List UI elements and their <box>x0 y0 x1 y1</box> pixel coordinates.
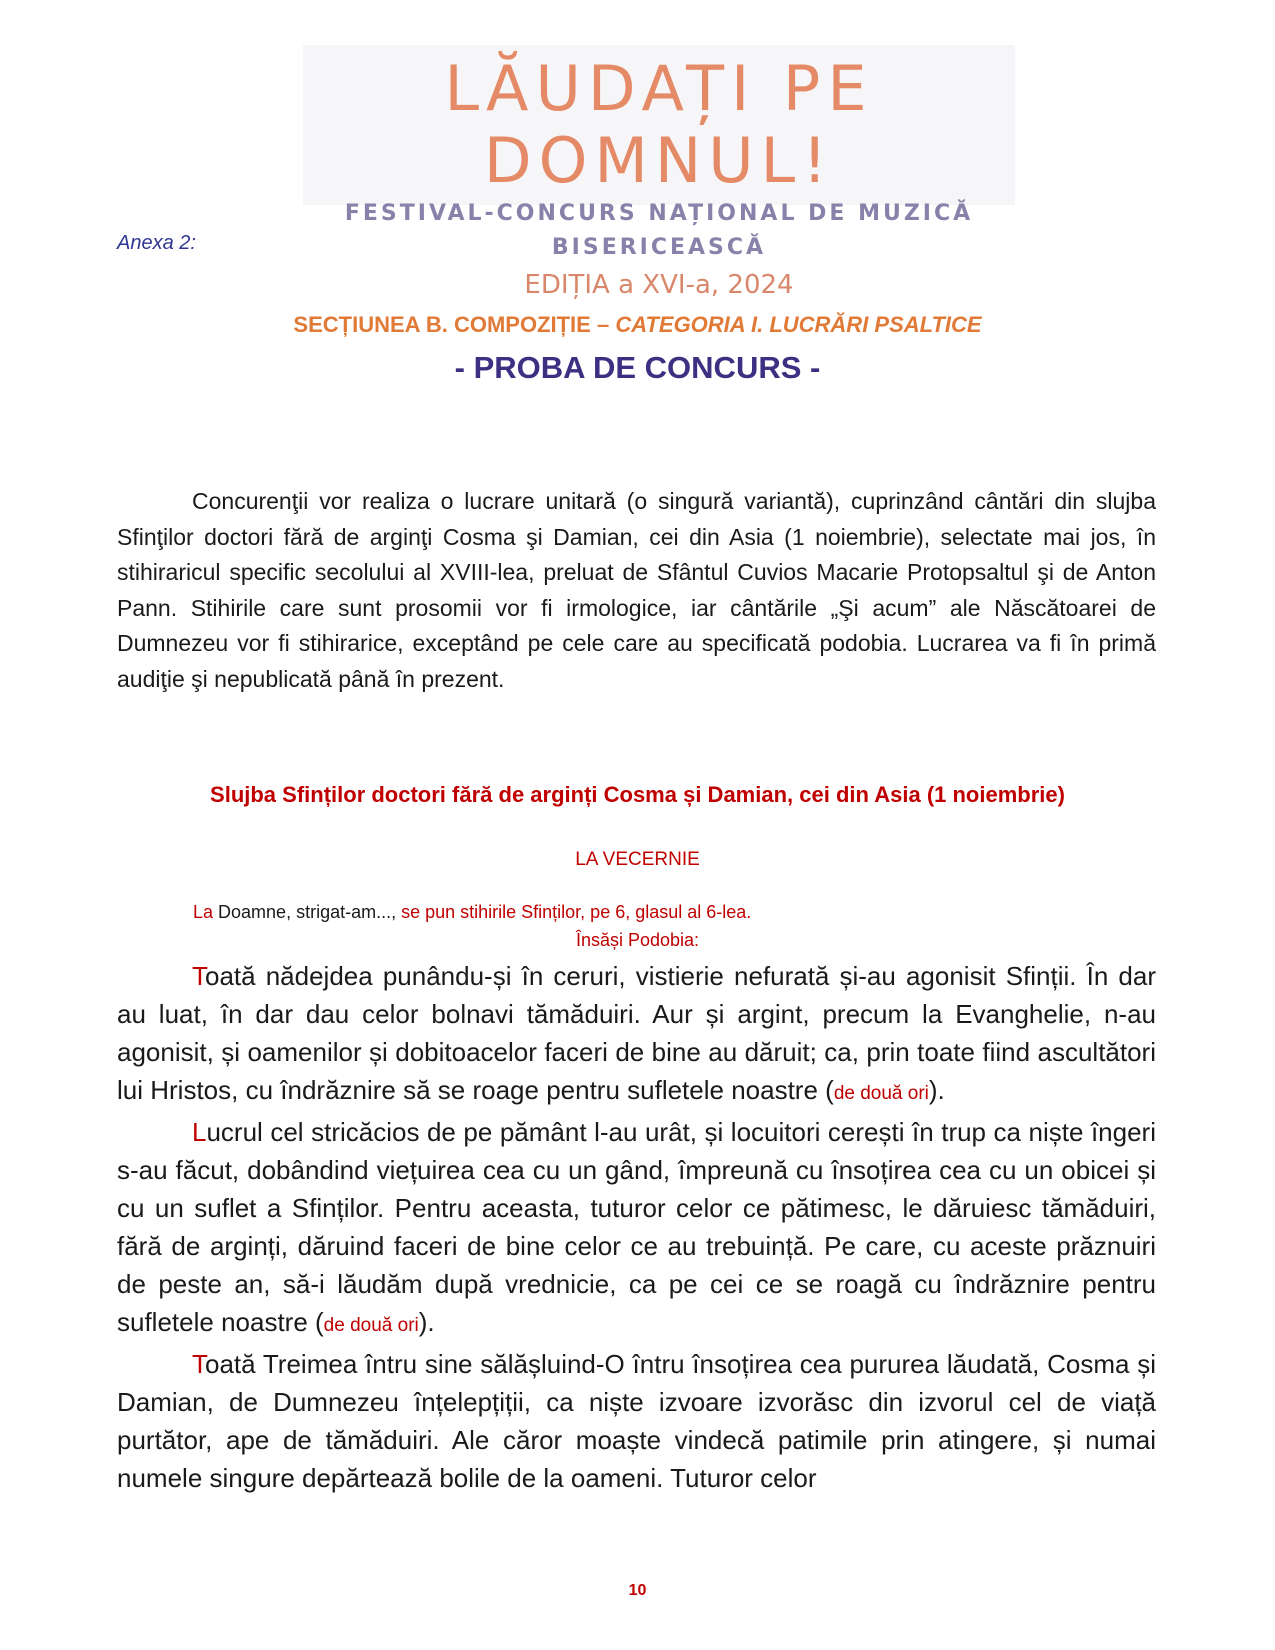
stihira-1 <box>117 957 1156 1113</box>
stihira-text: ucrul cel stricăcios de pe pământ l-au urât, și locuitori cerești în trup ca niște îngeri s-au făcut, dobândind viețuirea cea cu un gând, împreună cu însoțirea cea cu un obicei și cu un suflet a Sfinților. Pentru aceasta, tuturor celor ce pătimesc, le dăruiesc tămăduiri, fără de arginți, dăruind faceri de bine celor ce au trebuință. Pe care, cu aceste prăznuiri de peste an, să-i lăudăm după vrednicie, ca pe cei ce se roagă cu îndrăznire pentru sufletele noastre ( <box>117 1117 1156 1337</box>
stihira-2 <box>117 1113 1156 1345</box>
stihira-text: oată Treimea întru sine sălășluind-O întru însoțirea cea pururea lăudată, Cosma și Damian, de Dumnezeu înțelepțiții, ca niște izvoare izvorăsc din izvorul cel de viață purtător, ape de tămăduiri. Ale căror moaște vindecă patimile prin atingere, și numai numele singure depărtează bolile de la oameni. Tuturor celor <box>117 1349 1156 1493</box>
stihira-text: oată nădejdea punându-și în ceruri, vistierie nefurată și-au agonisit Sfinții. În dar au luat, în dar dau celor bolnavi tămăduiri. Aur și argint, precum la Evanghelie, n-au agonisit, și oamenilor și dobitoacelor faceri de bine au dăruit; ca, prin toate fiind ascultători lui Hristos, cu îndrăznire să se roage pentru sufletele noastre ( <box>117 961 1156 1105</box>
service-part-heading: LA VECERNIE <box>575 849 700 870</box>
stihira-initial: T <box>192 1349 205 1379</box>
section-title-plain: SECȚIUNEA B. COMPOZIȚIE – <box>293 312 616 337</box>
section-title <box>0 312 1275 338</box>
section-title-italic: CATEGORIA I. LUCRĂRI PSALTICE <box>615 312 982 337</box>
rubric-incipit: Doamne, strigat-am..., <box>218 902 397 922</box>
stihira-initial: L <box>192 1117 207 1147</box>
stihira-initial: T <box>192 961 205 991</box>
stihira-end: ). <box>418 1307 435 1337</box>
rubric-instruction: se pun stihirile Sfinților, pe 6, glasul al 6-lea. <box>396 902 752 922</box>
rubric-line <box>193 902 751 923</box>
banner-edition: EDIȚIA a XVI-a, 2024 <box>524 270 794 300</box>
service-title: Slujba Sfinților doctori fără de arginți Cosma și Damian, cei din Asia (1 noiembrie) <box>210 782 1065 807</box>
repeat-note: de două ori <box>323 1315 419 1336</box>
page-number: 10 <box>628 1582 647 1599</box>
annex-label: Anexa 2: <box>117 232 196 254</box>
festival-banner <box>303 45 1015 300</box>
stihira-3 <box>117 1345 1156 1497</box>
rubric-prefix: La <box>193 902 219 922</box>
stihira-end: ). <box>928 1075 945 1105</box>
proba-heading: - PROBA DE CONCURS - <box>454 350 821 385</box>
repeat-note: de două ori <box>833 1083 929 1104</box>
intro-paragraph: Concurenţii vor realiza o lucrare unitară (o singură variantă), cuprinzând cântări din slujba Sfinţilor doctori fără de arginţi Cosma şi Damian, cei din Asia (1 noiembrie), selectate mai jos, în stihiraricul specific secolului al XVIII-lea, preluat de Sfântul Cuvios Macarie Protopsaltul şi de Anton Pann. Stihirile care sunt prosomii vor fi irmologice, iar cântările „Şi acum” ale Născătoarei de Dumnezeu vor fi stihirarice, exceptând pe cele care au specificată podobia. Lucrarea va fi în primă audiţie şi nepublicată până în prezent. <box>117 488 1156 692</box>
stihiri-list <box>117 957 1156 1497</box>
banner-title: LĂUDAȚI PE DOMNUL! <box>444 52 874 197</box>
banner-subtitle: FESTIVAL-CONCURS NAȚIONAL DE MUZICĂ BISERICEASCĂ <box>344 201 974 260</box>
podobia-label: Însăși Podobia: <box>575 930 700 950</box>
